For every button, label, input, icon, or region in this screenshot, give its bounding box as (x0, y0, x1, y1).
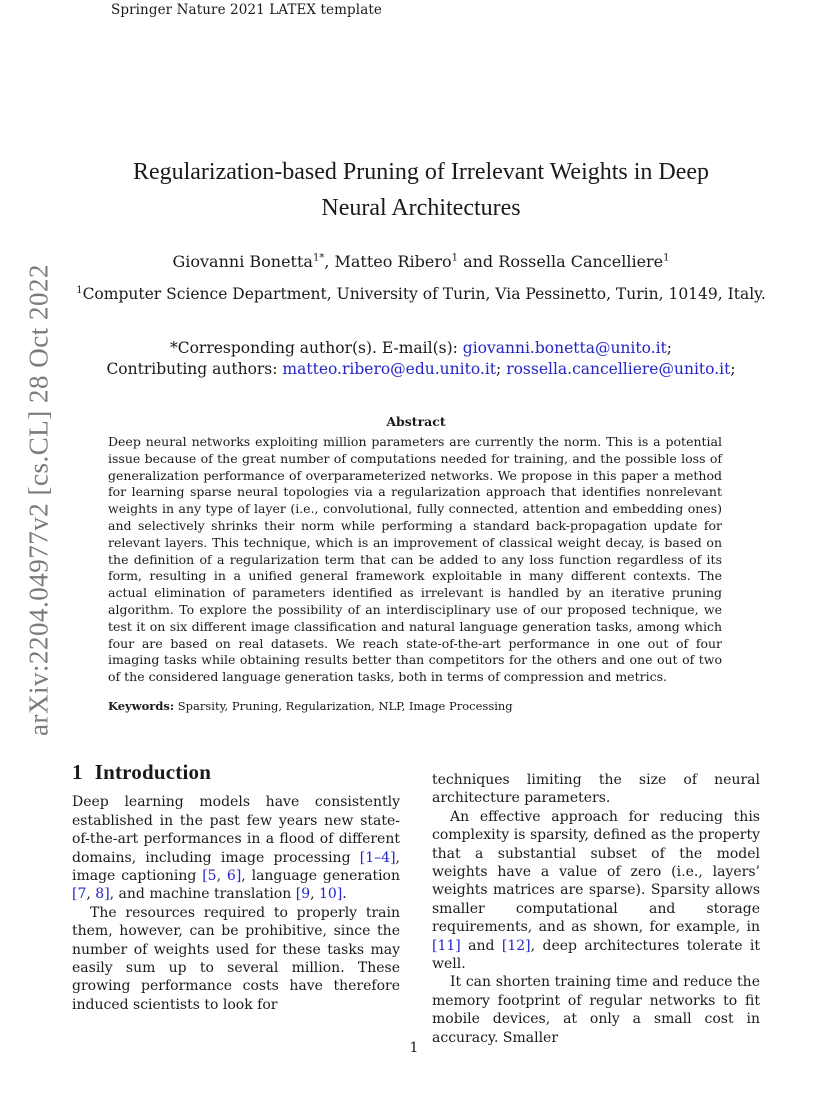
text-run: and (460, 937, 502, 954)
author-separator: , (324, 252, 335, 271)
citation-link[interactable]: [5 (202, 868, 217, 885)
text-run: , deep architectures tolerate it well. (432, 937, 760, 973)
citation-link[interactable]: [11] (432, 937, 461, 954)
paragraph (432, 808, 760, 974)
affiliation (60, 282, 782, 306)
paragraph: It can shorten training time and reduce the memory footprint of regular networks to fit mobile devices, at only a small cost in accuracy. Smaller (432, 974, 760, 1046)
author-affil-mark: 1 (663, 252, 670, 264)
text-run: , (86, 886, 96, 903)
contributing-authors-line (60, 359, 782, 380)
author-name: Matteo Ribero (334, 252, 452, 271)
text-run: , and machine translation (109, 886, 296, 903)
citation-link[interactable]: [9 (295, 886, 311, 903)
left-column (72, 760, 400, 1014)
section-title: Introduction (94, 760, 212, 784)
email-link[interactable]: rossella.cancelliere@unito.it (506, 360, 731, 378)
citation-link[interactable]: 8] (95, 886, 110, 903)
keywords-label: Keywords: (108, 699, 175, 713)
citation-link[interactable]: 10] (319, 886, 343, 903)
author-list (90, 250, 752, 274)
page-number: 1 (409, 1040, 419, 1056)
author-affil-mark: 1* (312, 252, 325, 264)
keywords (108, 699, 722, 713)
affiliation-text: Computer Science Department, University of Turin, Via Pessinetto, Turin, 10149, Italy. (82, 285, 766, 303)
citation-link[interactable]: 6] (226, 868, 242, 885)
title-line-2: Neural Architectures (321, 195, 521, 221)
punctuation: ; (496, 360, 502, 378)
email-link[interactable]: matteo.ribero@edu.unito.it (282, 360, 497, 378)
author-name: Giovanni Bonetta (172, 252, 313, 271)
text-run: , image captioning (72, 849, 400, 885)
title-line-1: Regularization-based Pruning of Irrelevant Weights in Deep (132, 159, 710, 185)
text-run: , (310, 886, 320, 903)
paragraph: The resources required to properly train them, however, can be prohibitive, since the number of weights used for these tasks may easily sum up to several million. These growing performance costs have therefore induced scientists to look for (72, 904, 400, 1013)
contributing-label: Contributing authors: (106, 360, 283, 378)
author-name: Rossella Cancelliere (498, 252, 664, 271)
punctuation: ; (730, 360, 736, 378)
text-run: , (216, 868, 227, 885)
citation-link[interactable]: [7 (72, 886, 87, 903)
email-link[interactable]: giovanni.bonetta@unito.it (462, 339, 667, 357)
abstract-text: Deep neural networks exploiting million parameters are currently the norm. This is a potential issue because of the great number of computations needed for training, and the possible loss of generalization performance of overparameterized networks. We propose in this paper a method for learning sparse neural topologies via a regularization approach that identifies nonrelevant weights in any type of layer (i.e., convolutional, fully connected, attention and embedding ones) and selectively shrinks their norm while performing a standard back-propagation update for relevant layers. This technique, which is an improvement of classical weight decay, is based on the definition of a regularization term that can be added to any loss function regardless of its form, resulting in a unified general framework exploitable in many different contexts. The actual elimination of parameters identified as irrelevant is handled by an iterative pruning algorithm. To explore the possibility of an interdisciplinary use of our proposed technique, we test it on six different image classification and natural language generation tasks, among which four are based on real datasets. We reach state-of-the-art performance in one out of four imaging tasks while obtaining results better than competitors for the others and one out of two of the considered language generation tasks, both in terms of compression and metrics. (108, 434, 722, 685)
text-run: , language generation (241, 868, 400, 885)
arxiv-sidebar-stamp: arXiv:2204.04977v2 [cs.CL] 28 Oct 2022 (23, 264, 54, 736)
author-affil-mark: 1 (451, 252, 458, 264)
right-column (432, 771, 760, 1047)
affiliation-mark: 1 (76, 284, 83, 296)
corresponding-author-line (60, 338, 782, 359)
corresponding-label: *Corresponding author(s). E-mail(s): (169, 339, 463, 357)
text-run: . (342, 886, 347, 903)
author-separator: and (458, 252, 499, 271)
punctuation: ; (666, 339, 673, 357)
citation-link[interactable]: [12] (501, 937, 531, 954)
section-heading (72, 760, 400, 784)
keywords-list: Sparsity, Pruning, Regularization, NLP, Image Processing (174, 699, 513, 713)
text-run: Deep learning models have consistently established in the past few years new state-of-the-art performances in a flood of different domains, including image processing (72, 794, 400, 866)
contact-info (60, 338, 782, 380)
section-number: 1 (72, 760, 83, 784)
paper-title (90, 154, 752, 226)
paragraph: techniques limiting the size of neural architecture parameters. (432, 772, 760, 807)
paragraph (72, 793, 400, 903)
text-run: An effective approach for reducing this complexity is sparsity, defined as the property that a substantial subset of the model weights have a value of zero (i.e., layers’ weights matrices are sparse). Sparsity allows smaller computational and storage requirements, and as shown, for example, in (432, 808, 760, 936)
template-header: Springer Nature 2021 LATEX template (111, 2, 382, 18)
citation-link[interactable]: [1–4] (359, 849, 396, 866)
abstract-heading: Abstract (386, 414, 446, 429)
